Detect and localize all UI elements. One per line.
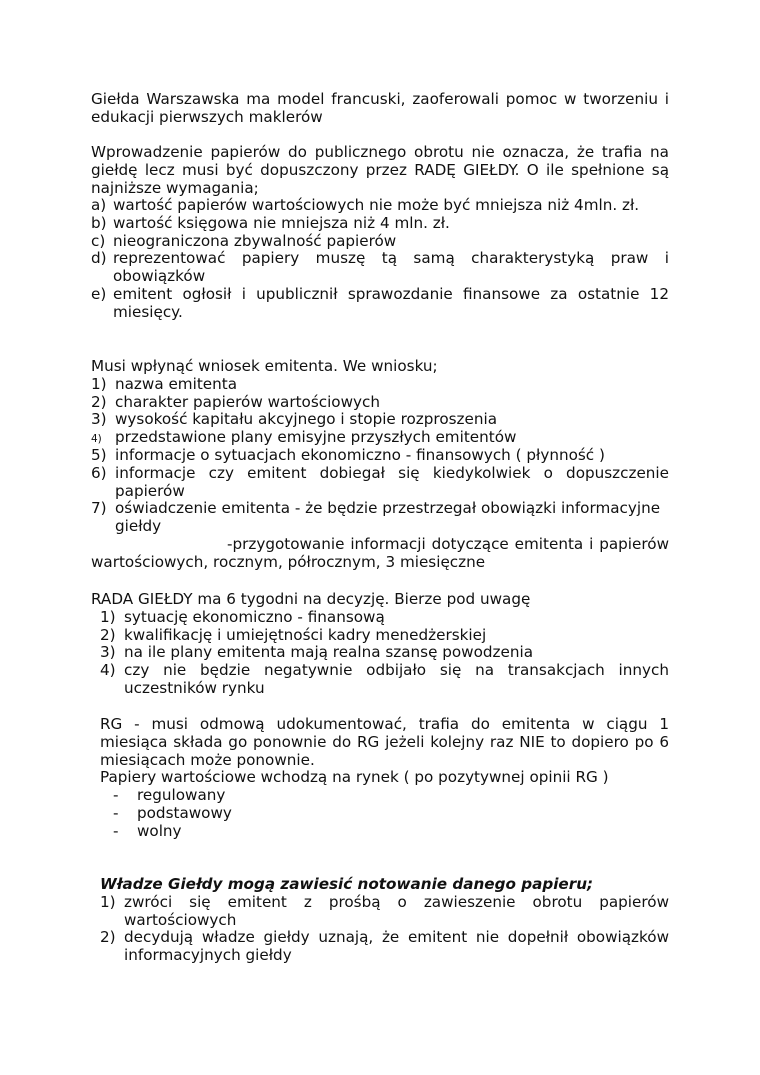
- list-item: [91, 286, 669, 322]
- list-marker: 2): [100, 928, 116, 947]
- list-item: [91, 394, 669, 412]
- suspension-section: [100, 876, 669, 965]
- list-marker: e): [91, 284, 107, 303]
- list-item-text: wysokość kapitału akcyjnego i stopie rozproszenia: [115, 410, 497, 429]
- list-item: [91, 197, 669, 215]
- rada-intro: RADA GIEŁDY ma 6 tygodni na decyzję. Bierze pod uwagę: [91, 590, 531, 608]
- list-item-text: informacje o sytuacjach ekonomiczno - finansowych ( płynność ): [115, 445, 605, 464]
- list-marker: 1): [91, 374, 107, 393]
- list-item: [91, 411, 669, 429]
- list-item-text: sytuację ekonomiczno - finansową: [124, 607, 385, 626]
- list-item: [91, 644, 669, 662]
- rada-section: [91, 591, 669, 698]
- list-marker: 3): [100, 643, 116, 662]
- application-continuation-line-2: wartościowych, rocznym, półrocznym, 3 miesięczne: [91, 552, 486, 571]
- list-marker: d): [91, 249, 107, 268]
- list-marker: 2): [91, 392, 107, 411]
- list-item-text: informacje czy emitent dobiegał się kiedykolwiek o dopuszczenie papierów: [115, 463, 669, 500]
- list-item-text: czy nie będzie negatywnie odbijało się na transakcjach innych uczestników rynku: [124, 661, 669, 697]
- list-marker: a): [91, 196, 107, 214]
- list-item-text: wartość papierów wartościowych nie może być mniejsza niż 4mln. zł.: [113, 196, 640, 214]
- list-item: [91, 376, 669, 394]
- list-item-text: reprezentować papiery muszę tą samą charakterystyką praw i obowiązków: [113, 249, 669, 286]
- list-marker: 3): [91, 410, 107, 429]
- list-marker: c): [91, 231, 106, 250]
- list-marker: 2): [100, 625, 116, 644]
- list-item: [100, 894, 669, 930]
- list-item-text: kwalifikację i umiejętności kadry menedżerskiej: [124, 625, 487, 644]
- list-item-text: na ile plany emitenta mają realna szansę powodzenia: [124, 643, 534, 662]
- list-marker: -: [113, 821, 119, 840]
- list-item: [100, 787, 669, 805]
- list-marker: 7): [91, 499, 107, 518]
- list-marker: -: [113, 786, 119, 805]
- list-item: [91, 429, 669, 447]
- list-marker: 1): [100, 607, 116, 626]
- rg-paragraph: RG - musi odmową udokumentować, trafia do emitenta w ciągu 1 miesiąca składa go ponownie do RG jeżeli kolejny raz NIE to dopiero po 6 miesiącach może ponownie.: [100, 715, 669, 769]
- list-item: [91, 500, 669, 536]
- list-marker: 5): [91, 445, 107, 464]
- list-item-text: wolny: [137, 821, 182, 840]
- list-item-text: wartość księgowa nie mniejsza niż 4 mln. zł.: [113, 213, 450, 232]
- list-marker: -: [113, 803, 119, 822]
- intro-paragraph-2-text: Wprowadzenie papierów do publicznego obrotu nie oznacza, że trafia na giełdę lecz musi być dopuszczony przez RADĘ GIEŁDY. O ile spełnione są najniższe wymagania;: [91, 143, 669, 197]
- list-item: [91, 215, 669, 233]
- list-item: [91, 662, 669, 698]
- markets-intro: Papiery wartościowe wchodzą na rynek ( po pozytywnej opinii RG ): [100, 768, 609, 787]
- requirements-list: [91, 197, 669, 322]
- list-item: [100, 805, 669, 823]
- list-item-text: podstawowy: [137, 803, 232, 822]
- intro-line-1: Giełda Warszawska ma model francuski, zaoferowali pomoc w tworzeniu i: [91, 90, 669, 108]
- intro-line-2: edukacji pierwszych maklerów: [91, 107, 323, 126]
- list-item: [91, 250, 669, 286]
- list-item: [91, 465, 669, 501]
- list-item: [91, 627, 669, 645]
- list-item-text: przedstawione plany emisyjne przyszłych emitentów: [115, 428, 517, 447]
- list-item-text: nieograniczona zbywalność papierów: [113, 231, 397, 250]
- list-item-text: regulowany: [137, 786, 226, 805]
- list-item-text: emitent ogłosił i upublicznił sprawozdanie finansowe za ostatnie 12 miesięcy.: [113, 284, 669, 321]
- list-marker: b): [91, 213, 107, 232]
- list-marker: 4): [100, 661, 116, 680]
- list-item-text: decydują władze giełdy uznają, że emitent nie dopełnił obowiązków informacyjnych giełdy: [124, 928, 669, 965]
- list-item: [100, 929, 669, 965]
- list-item-text: oświadczenie emitenta - że będzie przestrzegał obowiązki informacyjne giełdy: [115, 499, 661, 536]
- application-section: [91, 358, 669, 572]
- intro-paragraph-1: [91, 91, 669, 127]
- list-item: [91, 447, 669, 465]
- intro-paragraph-2: [91, 144, 669, 197]
- list-marker: 4): [91, 433, 102, 446]
- suspension-heading: Władze Giełdy mogą zawiesić notowanie danego papieru;: [100, 875, 594, 893]
- list-item: [100, 823, 669, 841]
- list-item: [91, 233, 669, 251]
- application-continuation-line-1: -przygotowanie informacji dotyczące emitenta i papierów: [227, 534, 669, 553]
- list-item-text: nazwa emitenta: [115, 374, 238, 393]
- application-intro: Musi wpłynąć wniosek emitenta. We wniosku;: [91, 357, 438, 375]
- list-item-text: zwróci się emitent z prośbą o zawieszenie obrotu papierów wartościowych: [124, 892, 669, 929]
- list-marker: 6): [91, 463, 107, 482]
- list-marker: 1): [100, 892, 116, 911]
- list-item-text: charakter papierów wartościowych: [115, 392, 380, 411]
- list-item: [91, 609, 669, 627]
- rg-section: [100, 716, 669, 841]
